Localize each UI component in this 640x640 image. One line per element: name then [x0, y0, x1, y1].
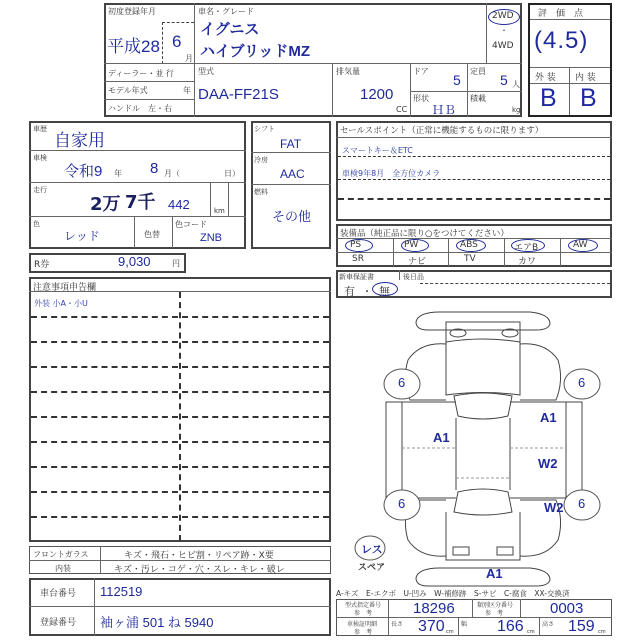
notes-line: 外装 小A・小U	[34, 299, 88, 308]
divider	[530, 67, 610, 68]
color-code: ZNB	[200, 232, 222, 244]
dashed-line	[31, 416, 329, 418]
diagram-mark-right-rear-quarter: W2	[544, 500, 564, 515]
dashed-line	[338, 198, 610, 200]
month-unit: 月	[185, 54, 193, 63]
equip-sr[interactable]: SR	[352, 254, 364, 264]
sales-points-title: セールスポイント（正常に機能するものに限ります）	[340, 126, 544, 136]
doors-label: ドア	[413, 67, 429, 76]
diagram-mark-right-front-door: A1	[540, 410, 557, 425]
first-reg-era: 平成28	[107, 37, 160, 56]
dashed-divider	[162, 22, 194, 23]
class-label: 類別区分番号	[477, 602, 514, 609]
chassis-label: 車台番号	[40, 589, 77, 599]
equip-aw[interactable]: AW	[573, 240, 588, 250]
dashed-line	[31, 391, 329, 393]
mileage-1k: 7千	[125, 192, 156, 213]
fuel-label: 燃料	[254, 188, 268, 196]
divider	[251, 152, 331, 153]
height-unit: cm	[598, 629, 606, 635]
divider	[29, 182, 246, 183]
height: 159	[568, 618, 595, 635]
model-year-label: モデル年式	[108, 86, 148, 95]
capacity-unit: 人	[512, 80, 520, 89]
drive-2wd[interactable]: 2WD	[492, 11, 514, 21]
color: レッド	[64, 229, 100, 243]
equip-airbag[interactable]: エアB	[514, 243, 539, 253]
fuel: その他	[272, 209, 312, 224]
divider	[100, 546, 101, 574]
divider	[520, 599, 521, 617]
divider	[560, 238, 561, 266]
model-year-unit: 年	[183, 86, 191, 95]
divider	[172, 216, 173, 248]
inspection-day-unit: 日）	[224, 169, 240, 178]
length-label: 長さ	[391, 621, 404, 628]
sales-point-line: スマートキー＆ETC	[342, 146, 413, 155]
diagram-mark-tire-fl: 6	[398, 375, 406, 390]
divider	[486, 3, 487, 63]
equip-navi[interactable]: ナビ	[408, 257, 427, 267]
divider	[530, 19, 610, 20]
mileage-rest: 442	[168, 197, 190, 212]
plate-label: 登録番号	[40, 618, 77, 628]
divider	[251, 184, 331, 185]
equip-ps[interactable]: PS	[350, 240, 362, 250]
divider	[104, 81, 194, 82]
equipment-title: 装備品（純正品に限り○をつけてください）	[340, 229, 509, 239]
dashed-line	[420, 283, 610, 284]
divider	[448, 238, 449, 266]
divider	[458, 617, 459, 636]
dashed-line	[31, 316, 329, 318]
doors: 5	[453, 72, 461, 88]
diagram-mark-tire-rr: 6	[578, 496, 586, 511]
inspection-year: 令和9	[64, 163, 103, 180]
cc-unit: CC	[396, 105, 408, 114]
dashed-line	[338, 179, 610, 180]
displacement: 1200	[360, 86, 394, 103]
spare-label: スペア	[358, 563, 386, 573]
color-code-label: 色コード	[175, 220, 207, 229]
windshield-options: キズ・飛石・ヒビ割・リペア跡・X要	[124, 551, 274, 561]
displacement-label: 排気量	[336, 67, 360, 76]
diagram-mark-left-side: A1	[433, 430, 450, 445]
dashed-line	[31, 441, 329, 443]
inspection-label: 車検	[33, 154, 47, 162]
dims-ref: 参 考	[354, 629, 373, 636]
divider	[393, 238, 394, 266]
divider	[410, 63, 411, 117]
divider	[504, 238, 505, 266]
first-reg-month: 6	[172, 32, 182, 51]
divider	[29, 606, 331, 607]
warranty-dot: ・	[362, 287, 372, 298]
ac: AAC	[280, 167, 305, 181]
recycle-label: R券	[34, 260, 50, 270]
damage-legend: A-キズ E-エクボ U-凹み W-補修跡 S-サビ C-腐食 XX-交換済	[336, 589, 570, 598]
km-unit: km	[214, 207, 225, 215]
divider	[336, 137, 612, 138]
load-label: 積載	[470, 94, 486, 103]
divider	[134, 216, 135, 248]
dashed-line	[31, 491, 329, 493]
plate-number: 袖ヶ浦 501 ね 5940	[100, 615, 214, 630]
recycle-amount: 9,030	[118, 254, 151, 269]
divider	[472, 599, 473, 617]
divider	[94, 578, 95, 636]
equip-abs[interactable]: ABS	[460, 240, 478, 250]
length-unit: cm	[446, 629, 454, 635]
first-reg-label: 初度登録年月	[108, 7, 156, 16]
divider	[388, 599, 389, 636]
dashed-line	[31, 341, 329, 343]
height-label: 高さ	[542, 621, 555, 628]
recycle-panel	[29, 253, 186, 273]
diagram-mark-tire-rl: 6	[398, 496, 406, 511]
chassis-number: 112519	[100, 584, 143, 599]
diagram-mark-rear-bumper: A1	[486, 566, 503, 581]
inspection-month-unit: 月（	[164, 169, 180, 178]
warranty-label: 新車保証書	[339, 273, 374, 281]
divider	[336, 252, 612, 253]
usage: 自家用	[54, 131, 105, 150]
dims-label: 車検証明細	[347, 621, 378, 628]
model-code: DAA-FF21S	[198, 86, 279, 103]
divider	[104, 63, 522, 64]
divider	[332, 63, 333, 117]
interior-label: 内 装	[575, 73, 596, 83]
divider	[228, 182, 229, 216]
drive-4wd[interactable]: 4WD	[492, 41, 514, 51]
diagram-mark-right-rear-door: W2	[538, 456, 558, 471]
dealer-label: ディーラー・並 行	[108, 69, 174, 78]
windshield-label: フロントガラス	[33, 550, 89, 559]
approval-number: 18296	[413, 600, 455, 617]
divider	[399, 270, 400, 280]
width-label: 幅	[461, 621, 468, 628]
score: (4.5)	[534, 27, 589, 54]
spare-mark: レス	[361, 544, 383, 556]
length: 370	[418, 618, 445, 635]
equip-tv[interactable]: TV	[464, 254, 476, 264]
divider	[539, 617, 540, 636]
divider	[467, 63, 468, 117]
color-label: 色	[33, 220, 40, 228]
warranty-no[interactable]: 無	[379, 285, 390, 298]
shift: FAT	[280, 137, 302, 151]
dashed-line	[31, 466, 329, 468]
divider	[569, 67, 570, 115]
car-name-label: 車名・グレード	[198, 7, 254, 16]
mileage-label: 走行	[33, 186, 47, 194]
later-items-label: 後日品	[403, 273, 424, 281]
warranty-yes[interactable]: 有	[344, 285, 355, 298]
divider	[29, 150, 246, 151]
dashed-line	[31, 366, 329, 368]
inspection-month: 8	[150, 160, 159, 177]
interior-grade: B	[580, 84, 597, 112]
dashed-line	[31, 516, 329, 518]
dashed-divider	[162, 22, 163, 64]
capacity-label: 定員	[470, 67, 486, 76]
ac-label: 冷房	[254, 156, 268, 164]
divider	[104, 99, 194, 100]
shape-label: 形状	[413, 94, 429, 103]
usage-label: 車歴	[33, 125, 47, 133]
interior-condition-label: 内装	[55, 564, 71, 573]
kg-unit: kg	[512, 106, 521, 114]
recycle-unit: 円	[172, 259, 180, 268]
equip-pw[interactable]: PW	[404, 240, 419, 250]
dashed-line	[338, 156, 610, 157]
divider	[410, 91, 522, 92]
sales-point-line: 車検9年8月 全方位カメラ	[342, 169, 441, 178]
divider	[29, 216, 246, 217]
color-change-label: 色替	[144, 230, 160, 239]
grade: ハイブリッドMZ	[200, 43, 311, 60]
inspection-year-unit: 年	[114, 169, 122, 178]
class-ref: 参 考	[485, 610, 504, 617]
handle-label: ハンドル 左・右	[108, 104, 172, 113]
width-unit: cm	[527, 629, 535, 635]
shift-label: シフト	[254, 125, 275, 133]
divider	[194, 3, 195, 117]
interior-options: キズ・汚レ・コゲ・穴・スレ・キレ・破レ	[114, 565, 285, 575]
notes-title: 注意事項申告欄	[33, 283, 97, 293]
width: 166	[497, 618, 524, 635]
capacity: 5	[500, 72, 508, 88]
approval-ref: 参 考	[354, 610, 373, 617]
exterior-label: 外 装	[535, 73, 556, 83]
diagram-mark-tire-fr: 6	[578, 375, 586, 390]
equip-leather[interactable]: カワ	[518, 257, 537, 267]
exterior-grade: B	[540, 84, 557, 112]
approval-label: 型式指定番号	[345, 602, 382, 609]
class-number: 0003	[550, 600, 584, 617]
car-name: イグニス	[200, 21, 260, 38]
model-code-label: 型式	[198, 67, 214, 76]
divider	[210, 182, 211, 216]
score-label: 評 価 点	[538, 9, 584, 19]
drive-dot: ・	[500, 26, 508, 35]
shape: ＨＢ	[432, 103, 457, 117]
mileage-10k: 2万	[90, 194, 121, 215]
